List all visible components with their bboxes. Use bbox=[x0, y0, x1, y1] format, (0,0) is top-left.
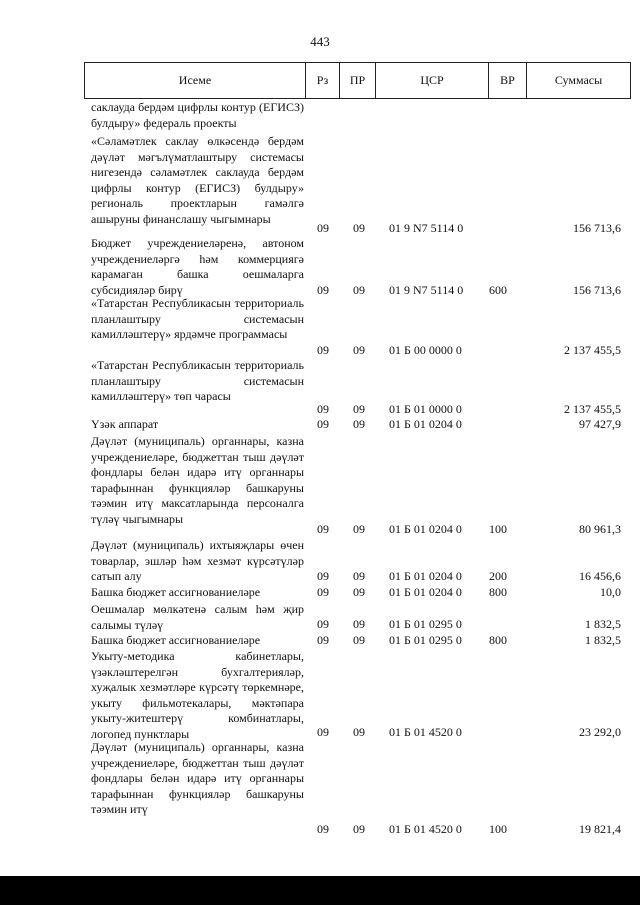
row-name: Оешмалар мөлкәтенә салым һәм җир салымы түләү bbox=[91, 602, 304, 632]
header-rz: Рз bbox=[306, 63, 340, 98]
row-pr: 09 bbox=[353, 221, 365, 235]
row-pr: 09 bbox=[353, 822, 365, 836]
row-rz: 09 bbox=[317, 343, 329, 357]
row-name: Бюджет учреждениеләренә, автоном учреждениеләргә һәм коммерциягә карамаган башка оешмаларга субсидияләр бирү bbox=[91, 236, 304, 297]
row-pr: 09 bbox=[353, 725, 365, 739]
row-pr: 09 bbox=[353, 585, 365, 599]
row-rz: 09 bbox=[317, 633, 329, 647]
row-csr: 01 9 N7 5114 0 bbox=[389, 283, 464, 297]
row-name: «Сәламәтлек саклау өлкәсендә бердәм дәүләт мәгълүматлаштыру системасы нигезендә сәламәтлек саклауда бердәм цифрлы контур (ЕГИСЗ) булдыру» региональ проектларын гамәлгә ашыруны финанслашу чыгымнары bbox=[91, 134, 304, 226]
row-name: Дәүләт (муниципаль) органнары, казна учреждениеләре, бюджеттан тыш дәүләт фондлары белән идарә итү органнары тарафыннан функцияләр башкаруны тәэмин итү максатларында персоналга түләү чыгымнары bbox=[91, 434, 304, 526]
row-rz: 09 bbox=[317, 822, 329, 836]
row-pr: 09 bbox=[353, 569, 365, 583]
row-csr: 01 Б 01 0204 0 bbox=[389, 522, 462, 536]
row-rz: 09 bbox=[317, 221, 329, 235]
table-header bbox=[84, 62, 631, 99]
row-sum: 156 713,6 bbox=[573, 283, 621, 297]
row-pr: 09 bbox=[353, 417, 365, 431]
row-vr: 800 bbox=[489, 633, 507, 647]
row-csr: 01 Б 01 4520 0 bbox=[389, 822, 462, 836]
row-rz: 09 bbox=[317, 522, 329, 536]
row-rz: 09 bbox=[317, 617, 329, 631]
row-sum: 80 961,3 bbox=[579, 522, 621, 536]
row-name: Дәүләт (муниципаль) ихтыяҗлары өчен товарлар, эшләр һәм хезмәт күрсәтүләр сатып алу bbox=[91, 538, 304, 583]
header-name: Исеме bbox=[85, 63, 306, 98]
row-name: Үзәк аппарат bbox=[91, 417, 159, 431]
row-sum: 1 832,5 bbox=[585, 633, 621, 647]
row-sum: 2 137 455,5 bbox=[564, 402, 621, 416]
header-csr: ЦСР bbox=[376, 63, 489, 98]
row-rz: 09 bbox=[317, 283, 329, 297]
row-rz: 09 bbox=[317, 417, 329, 431]
row-sum: 19 821,4 bbox=[579, 822, 621, 836]
row-pr: 09 bbox=[353, 522, 365, 536]
row-pr: 09 bbox=[353, 343, 365, 357]
row-sum: 1 832,5 bbox=[585, 617, 621, 631]
row-csr: 01 Б 01 0295 0 bbox=[389, 617, 462, 631]
row-csr: 01 Б 01 0000 0 bbox=[389, 402, 462, 416]
header-vr: ВР bbox=[489, 63, 527, 98]
row-sum: 16 456,6 bbox=[579, 569, 621, 583]
row-name: «Татарстан Республикасын территориаль планлаштыру системасын камилләштерү» ярдәмче программасы bbox=[91, 296, 304, 341]
row-sum: 97 427,9 bbox=[579, 417, 621, 431]
row-csr: 01 Б 01 0204 0 bbox=[389, 569, 462, 583]
row-pr: 09 bbox=[353, 617, 365, 631]
row-vr: 600 bbox=[489, 283, 507, 297]
row-csr: 01 Б 01 0204 0 bbox=[389, 585, 462, 599]
row-csr: 01 Б 01 4520 0 bbox=[389, 725, 462, 739]
row-rz: 09 bbox=[317, 725, 329, 739]
page-number: 443 bbox=[310, 34, 330, 49]
row-vr: 100 bbox=[489, 522, 507, 536]
header-sum: Суммасы bbox=[554, 73, 603, 87]
row-pr: 09 bbox=[353, 283, 365, 297]
row-name: Укыту-методика кабинетлары, үзәкләштерелгән бухгалтерияләр, хуҗалык хезмәтләре күрсәтү төркемнәре, укыту фильмотекалары, мәктәпара укыту-житештерү комбинатлары, логопед пунктлары bbox=[91, 649, 304, 741]
row-vr: 200 bbox=[489, 569, 507, 583]
row-rz: 09 bbox=[317, 569, 329, 583]
row-vr: 800 bbox=[489, 585, 507, 599]
row-sum: 23 292,0 bbox=[579, 725, 621, 739]
row-rz: 09 bbox=[317, 585, 329, 599]
row-name: Башка бюджет ассигнованиеләре bbox=[91, 633, 261, 647]
row-rz: 09 bbox=[317, 402, 329, 416]
row-sum: 2 137 455,5 bbox=[564, 343, 621, 357]
row-pr: 09 bbox=[353, 402, 365, 416]
row-pr: 09 bbox=[353, 633, 365, 647]
scan-bottom-border bbox=[0, 876, 640, 905]
row-vr: 100 bbox=[489, 822, 507, 836]
row-csr: 01 Б 00 0000 0 bbox=[389, 343, 462, 357]
row-csr: 01 Б 01 0295 0 bbox=[389, 633, 462, 647]
row-sum: 156 713,6 bbox=[573, 221, 621, 235]
row-csr: 01 Б 01 0204 0 bbox=[389, 417, 462, 431]
row-sum: 10,0 bbox=[600, 585, 621, 599]
row-name: «Татарстан Республикасын территориаль планлаштыру системасын камилләштерү» төп чарасы bbox=[91, 358, 304, 403]
row-name: Башка бюджет ассигнованиеләре bbox=[91, 585, 261, 599]
header-pr: ПР bbox=[340, 63, 376, 98]
row-name: Дәүләт (муниципаль) органнары, казна учреждениеләре, бюджеттан тыш дәүләт фондлары белән идарә итү органнары тарафыннан функцияләр башкаруны тәэмин итү bbox=[91, 740, 304, 816]
row-name: саклауда бердәм цифрлы контур (ЕГИСЗ) булдыру» федераль проекты bbox=[91, 100, 304, 130]
row-csr: 01 9 N7 5114 0 bbox=[389, 221, 464, 235]
